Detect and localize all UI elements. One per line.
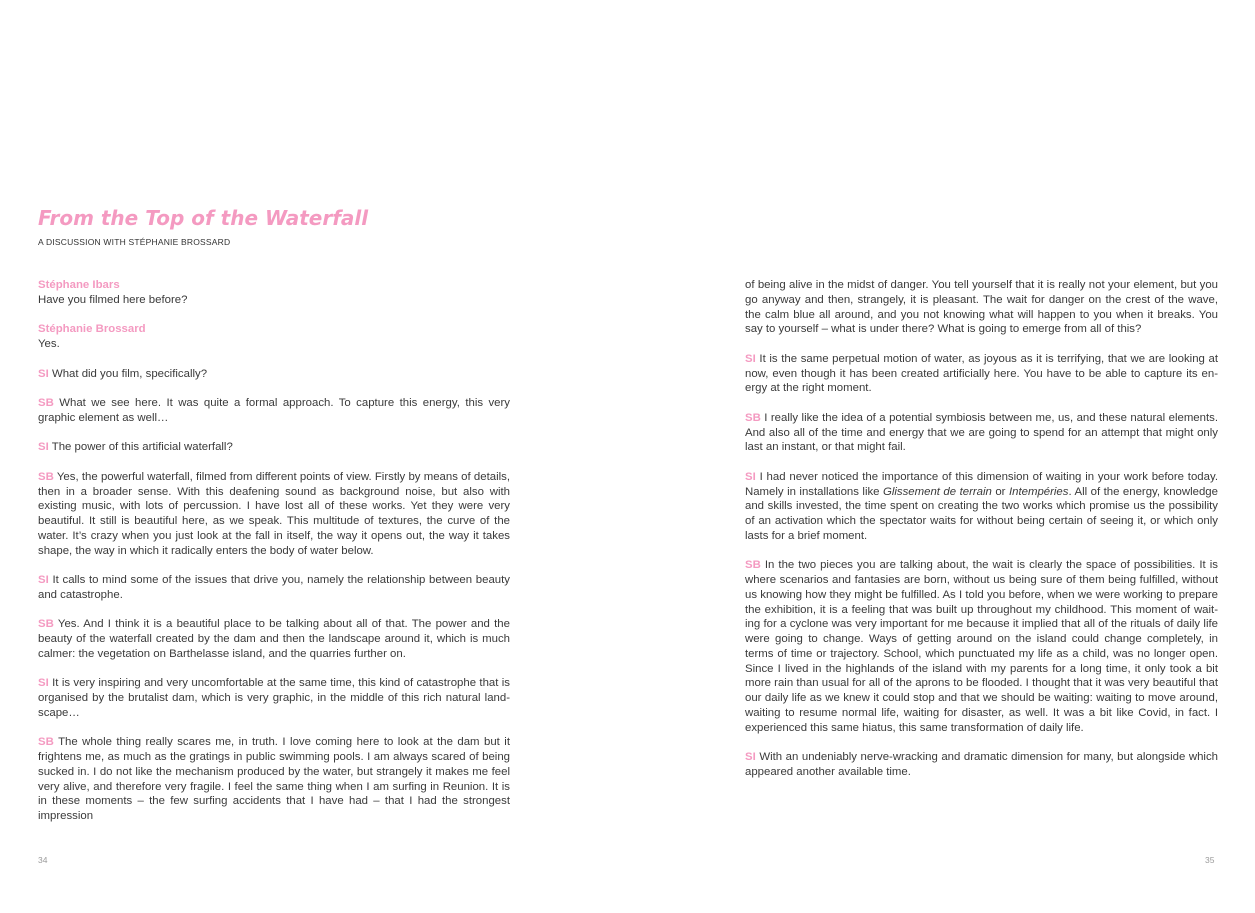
paragraph-text: or [991,485,1009,498]
speaker-initials: SB [38,618,54,631]
paragraph [38,367,510,382]
paragraph [38,322,510,352]
right-page [627,0,1255,913]
paragraph [38,396,510,426]
paragraph [38,617,510,661]
paragraph-text: In the two pieces you are talking about, the wait is clearly the space of possibilities. It is where scenarios and fantasies are born, without us being sure of them being fulfilled, without us knowing how they might be fulfilled. As I told you before, when we were working to prepare the exhibition, it is a feeling that was built up throughout my childhood. This moment of wait-ing for a cyclone was very important for me because it implied that all of the rituals of daily life were going to change. Ways of getting around on the island could change completely, in terms of time or trajectory. School, which punctuated my life as a child, was no longer open. Since I lived in the highlands of the island with my parents for a long time, it only took a bit more rain than usual for all of the aprons to be flooded. I thought that it was very beautiful that our daily life as we knew it could stop and that we should be waiting: waiting to move around, waiting to resume normal life, waiting for disaster, as well. It was a bit like Covid, in fact. I experienced this same hiatus, this same transformation of daily life. [745,559,1218,734]
speaker-name: Stéphane Ibars [38,279,120,291]
paragraph-text: It calls to mind some of the issues that drive you, namely the relationship between beauty and catastrophe. [38,574,510,601]
speaker-initials: SI [38,441,49,454]
page-number: 34 [38,855,48,865]
paragraph-text: of being alive in the midst of danger. You tell yourself that it is really not your element, but you go anyway and then, strangely, it is pleasant. The wait for danger on the crest of the wave, the calm blue all around, and you not knowing what will happen to you when it breaks. You say to yourself – what is under there? What is going to emerge from all of this? [745,279,1218,336]
paragraph-text: With an undeniably nerve-wracking and dramatic dimension for many, but alongside which appeared another available time. [745,751,1218,778]
paragraph [745,750,1218,780]
article-title: From the Top of the Waterfall [38,206,369,230]
speaker-initials: SI [38,574,49,586]
speaker-initials: SI [745,352,756,365]
paragraph [38,470,510,559]
speaker-initials: SI [745,751,756,763]
speaker-initials: SB [745,559,761,572]
speaker-name: Stéphanie Brossard [38,323,146,336]
right-text-column [745,278,1218,780]
paragraph [38,278,510,308]
speaker-initials: SB [38,736,54,749]
paragraph-text: What we see here. It was quite a formal approach. To capture this energy, this very graphic element as well… [38,397,510,424]
paragraph [38,573,510,603]
paragraph [38,735,510,824]
speaker-initials: SI [38,677,49,690]
paragraph [745,278,1218,337]
paragraph-text: The power of this artificial waterfall? [51,441,233,454]
paragraph-text: Yes. And I think it is a beautiful place to be talking about all of that. The power and the beauty of the waterfall created by the dam and then the landscape around it, which is much calmer: the vegetation on Barthelasse island, and the quarries further on. [38,618,510,660]
speaker-initials: SB [38,470,54,483]
paragraph-text: What did you film, specifically? [51,367,208,380]
speaker-initials: SB [38,397,54,409]
artwork-title: Glissement de terrain [882,485,992,498]
speaker-initials: SI [38,367,49,380]
paragraph-text: I really like the idea of a potential symbiosis between me, us, and these natural elements. And also all of the time and energy that we are going to spend for an attempt that might only last an instant, or that might fail. [745,411,1219,454]
paragraph-text: It is very inspiring and very uncomfortable at the same time, this kind of catastrophe that is organised by the brutalist dam, which is very graphic, in the middle of this rich natural land-scape… [38,677,510,719]
paragraph [38,676,510,720]
paragraph-text: . All of the energy, knowledge and skills invested, the time spent on creating the two works which promise us the possibility of an activation which the spectator waits for without being certain of seeing it, or which only lasts for a brief moment. [745,485,1218,542]
paragraph [38,440,510,455]
paragraph [745,411,1218,455]
paragraph-text: Yes. [38,338,60,350]
page-number: 35 [1205,855,1215,865]
artwork-title: Intempéries [1008,485,1069,498]
paragraph-text: It is the same perpetual motion of water, as joyous as it is terrifying, that we are looking at now, even though it has been created artificially here. You have to be able to capture its en-ergy at the right moment. [745,352,1218,395]
left-text-column [38,278,510,824]
paragraph-text: I had never noticed the importance of this dimension of waiting in your work before today. Namely in installations like [745,470,1218,498]
speaker-initials: SI [745,470,756,483]
paragraph [745,470,1218,544]
paragraph-text: The whole thing really scares me, in truth. I love coming here to look at the dam but it frightens me, as much as the gratings in public swimming pools. I am always scared of being sucked in. I do not like the mechanism produced by the water, but strangely it makes me feel very alive, and therefore very fragile. I feel the same thing when I am surfing in Reunion. It is in these moments – the few surfing accidents that I have had – that I had the strongest impression [38,736,510,822]
paragraph [745,352,1218,396]
speaker-initials: SB [745,411,761,424]
paragraph-text: Yes, the powerful waterfall, filmed from different points of view. Firstly by means of details, then in a broader sense. With this deafening sound as background noise, but also with existing music, with lots of percussion. I have lost all of these works. Yet they were very beautiful. It still is beautiful here, as we speak. This multitude of textures, the curve of the water. It’s crazy when you just look at the fall in itself, the way it opens out, the way it takes shape, the way in which it radically enters the body of water below. [38,470,510,557]
paragraph-text: Have you filmed here before? [38,293,188,306]
left-page [0,0,627,913]
paragraph [745,558,1218,735]
article-subtitle: A DISCUSSION WITH STÉPHANIE BROSSARD [38,237,231,247]
